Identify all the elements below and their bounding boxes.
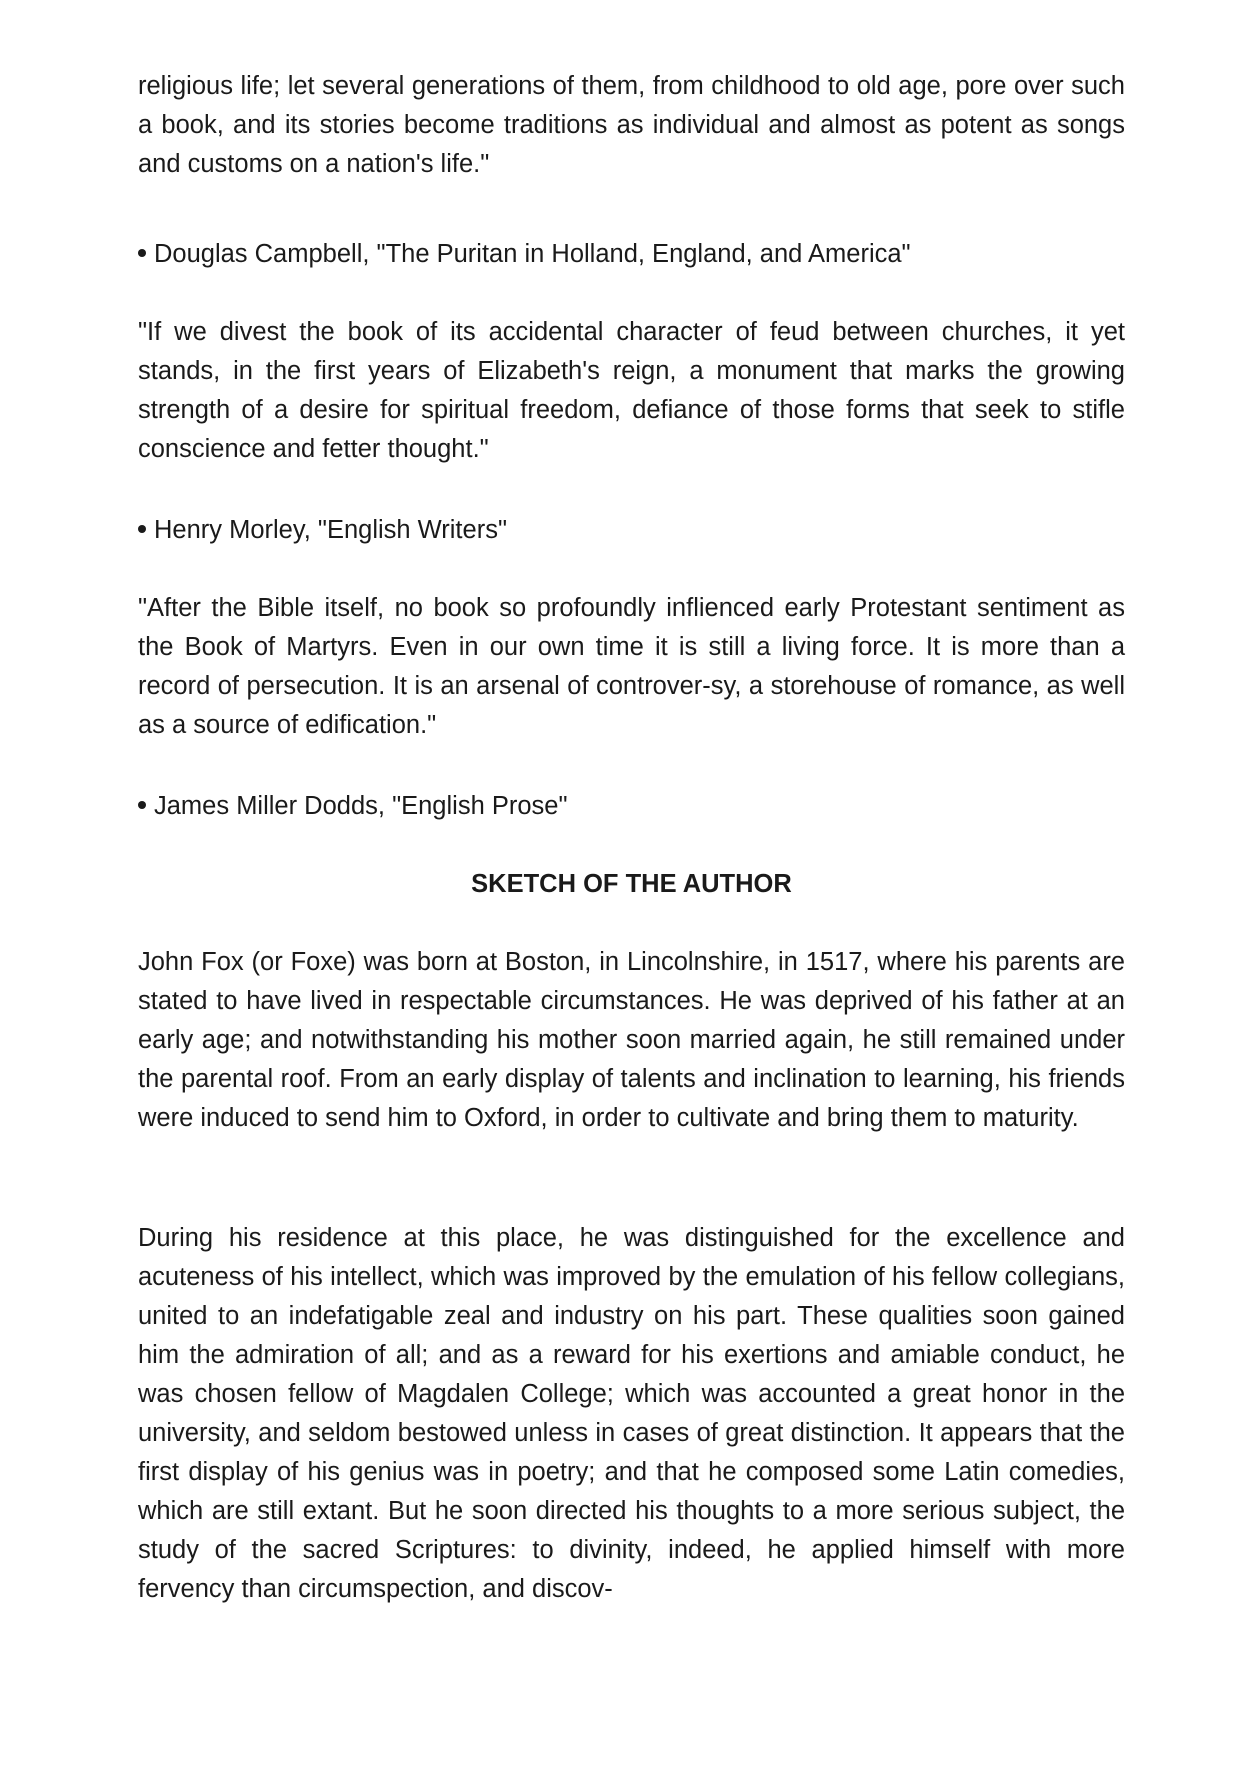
bullet-icon (138, 249, 146, 257)
attribution-text: James Miller Dodds, "English Prose" (154, 792, 568, 820)
attribution-text: Douglas Campbell, "The Puritan in Holland, England, and America" (154, 240, 911, 268)
attribution-dodds (138, 787, 1125, 826)
author-paragraph-2: During his residence at this place, he was distinguished for the excellence and acuteness of his intellect, which was improved by the emulation of his fellow collegians, united to an indefatigable zeal and industry on his part. These qualities soon gained him the admiration of all; and as a reward for his exertions and amiable conduct, he was chosen fellow of Magdalen College; which was accounted a great honor in the university, and seldom bestowed unless in cases of great distinction. It appears that the first display of his genius was in poetry; and that he composed some Latin comedies, which are still extant. But he soon directed his thoughts to a more serious subject, the study of the sacred Scriptures: to divinity, indeed, he applied himself with more fervency than circumspection, and discov- (138, 1224, 1125, 1603)
quote-dodds: "After the Bible itself, no book so profoundly inflienced early Protestant sentiment as the Book of Martyrs. Even in our own time it is still a living force. It is more than a record of persecution. It is an arsenal of controver-sy, a storehouse of romance, as well as a source of edification." (138, 594, 1125, 739)
attribution-campbell (138, 235, 1125, 274)
bullet-icon (138, 801, 146, 809)
author-paragraph-1: John Fox (or Foxe) was born at Boston, in Lincolnshire, in 1517, where his parents are stated to have lived in respectable circumstances. He was deprived of his father at an early age; and notwithstanding his mother soon married again, he still remained under the parental roof. From an early display of talents and inclination to learning, his friends were induced to send him to Oxford, in order to cultivate and bring them to maturity. (138, 948, 1125, 1132)
attribution-text: Henry Morley, "English Writers" (154, 516, 507, 544)
bullet-icon (138, 525, 146, 533)
quote-morley: "If we divest the book of its accidental character of feud between churches, it yet stands, in the first years of Elizabeth's reign, a monument that marks the growing strength of a desire for spiritual freedom, defiance of those forms that seek to stifle conscience and fetter thought." (138, 318, 1125, 463)
attribution-morley (138, 511, 1125, 550)
quote-continuation: religious life; let several generations of them, from childhood to old age, pore over such a book, and its stories become traditions as individual and almost as potent as songs and customs on a nation's life." (138, 72, 1125, 178)
section-heading: SKETCH OF THE AUTHOR (471, 870, 792, 898)
